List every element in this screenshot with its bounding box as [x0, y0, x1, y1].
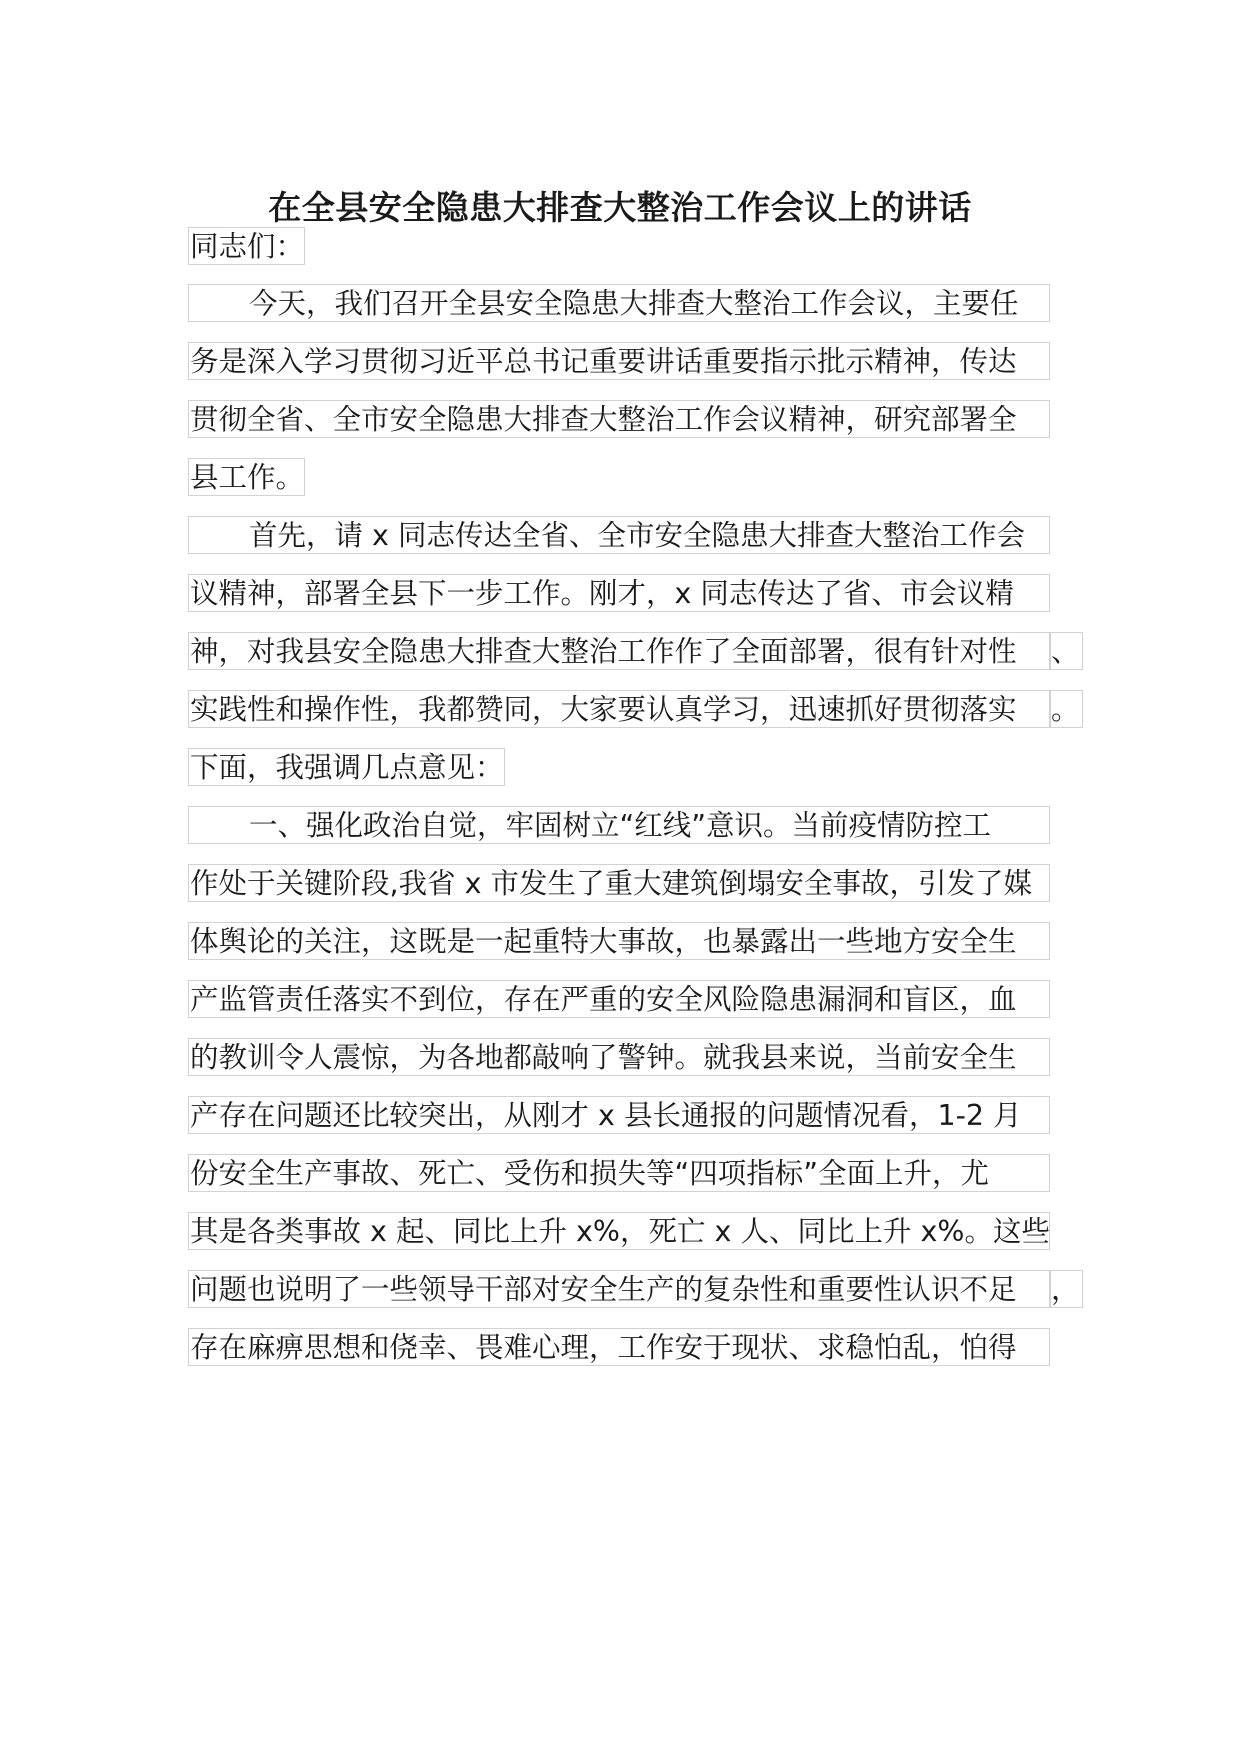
paragraph-line: 其是各类事故 x 起、同比上升 x%，死亡 x 人、同比上升 x%。这些 — [188, 1212, 1050, 1250]
paragraph-line: 实践性和操作性，我都赞同，大家要认真学习，迅速抓好贯彻落实 — [188, 690, 1050, 728]
paragraph-line: 议精神，部署全县下一步工作。刚才，x 同志传达了省、市会议精 — [188, 574, 1050, 612]
overflow-punctuation: ， — [1050, 1270, 1083, 1308]
paragraph-line: 神，对我县安全隐患大排查大整治工作作了全面部署，很有针对性 — [188, 632, 1050, 670]
paragraph-line: 产监管责任落实不到位，存在严重的安全风险隐患漏洞和盲区，血 — [188, 980, 1050, 1018]
paragraph-line: 份安全生产事故、死亡、受伤和损失等“四项指标”全面上升，尤 — [188, 1154, 1050, 1192]
paragraph-line: 问题也说明了一些领导干部对安全生产的复杂性和重要性认识不足 — [188, 1270, 1050, 1308]
salutation: 同志们： — [188, 227, 305, 265]
paragraph-line: 体舆论的关注，这既是一起重特大事故，也暴露出一些地方安全生 — [188, 922, 1050, 960]
paragraph-line: 今天，我们召开全县安全隐患大排查大整治工作会议，主要任 — [188, 284, 1050, 322]
paragraph-line: 的教训令人震惊，为各地都敲响了警钟。就我县来说，当前安全生 — [188, 1038, 1050, 1076]
paragraph-line: 贯彻全省、全市安全隐患大排查大整治工作会议精神，研究部署全 — [188, 400, 1050, 438]
paragraph-line: 作处于关键阶段,我省 x 市发生了重大建筑倒塌安全事故，引发了媒 — [188, 864, 1050, 902]
paragraph-line: 下面，我强调几点意见： — [188, 748, 505, 786]
paragraph-line: 存在麻痹思想和侥幸、畏难心理，工作安于现状、求稳怕乱，怕得 — [188, 1328, 1050, 1366]
paragraph-line: 务是深入学习贯彻习近平总书记重要讲话重要指示批示精神，传达 — [188, 342, 1050, 380]
overflow-punctuation: 。 — [1050, 690, 1083, 728]
paragraph-line: 一、强化政治自觉，牢固树立“红线”意识。当前疫情防控工 — [188, 806, 1050, 844]
paragraph-line: 县工作。 — [188, 458, 305, 496]
paragraph-line: 产存在问题还比较突出，从刚才 x 县长通报的问题情况看，1-2 月 — [188, 1096, 1050, 1134]
overflow-punctuation: 、 — [1050, 632, 1083, 670]
document-title: 在全县安全隐患大排查大整治工作会议上的讲话 — [268, 188, 972, 227]
paragraph-line: 首先，请 x 同志传达全省、全市安全隐患大排查大整治工作会 — [188, 516, 1050, 554]
